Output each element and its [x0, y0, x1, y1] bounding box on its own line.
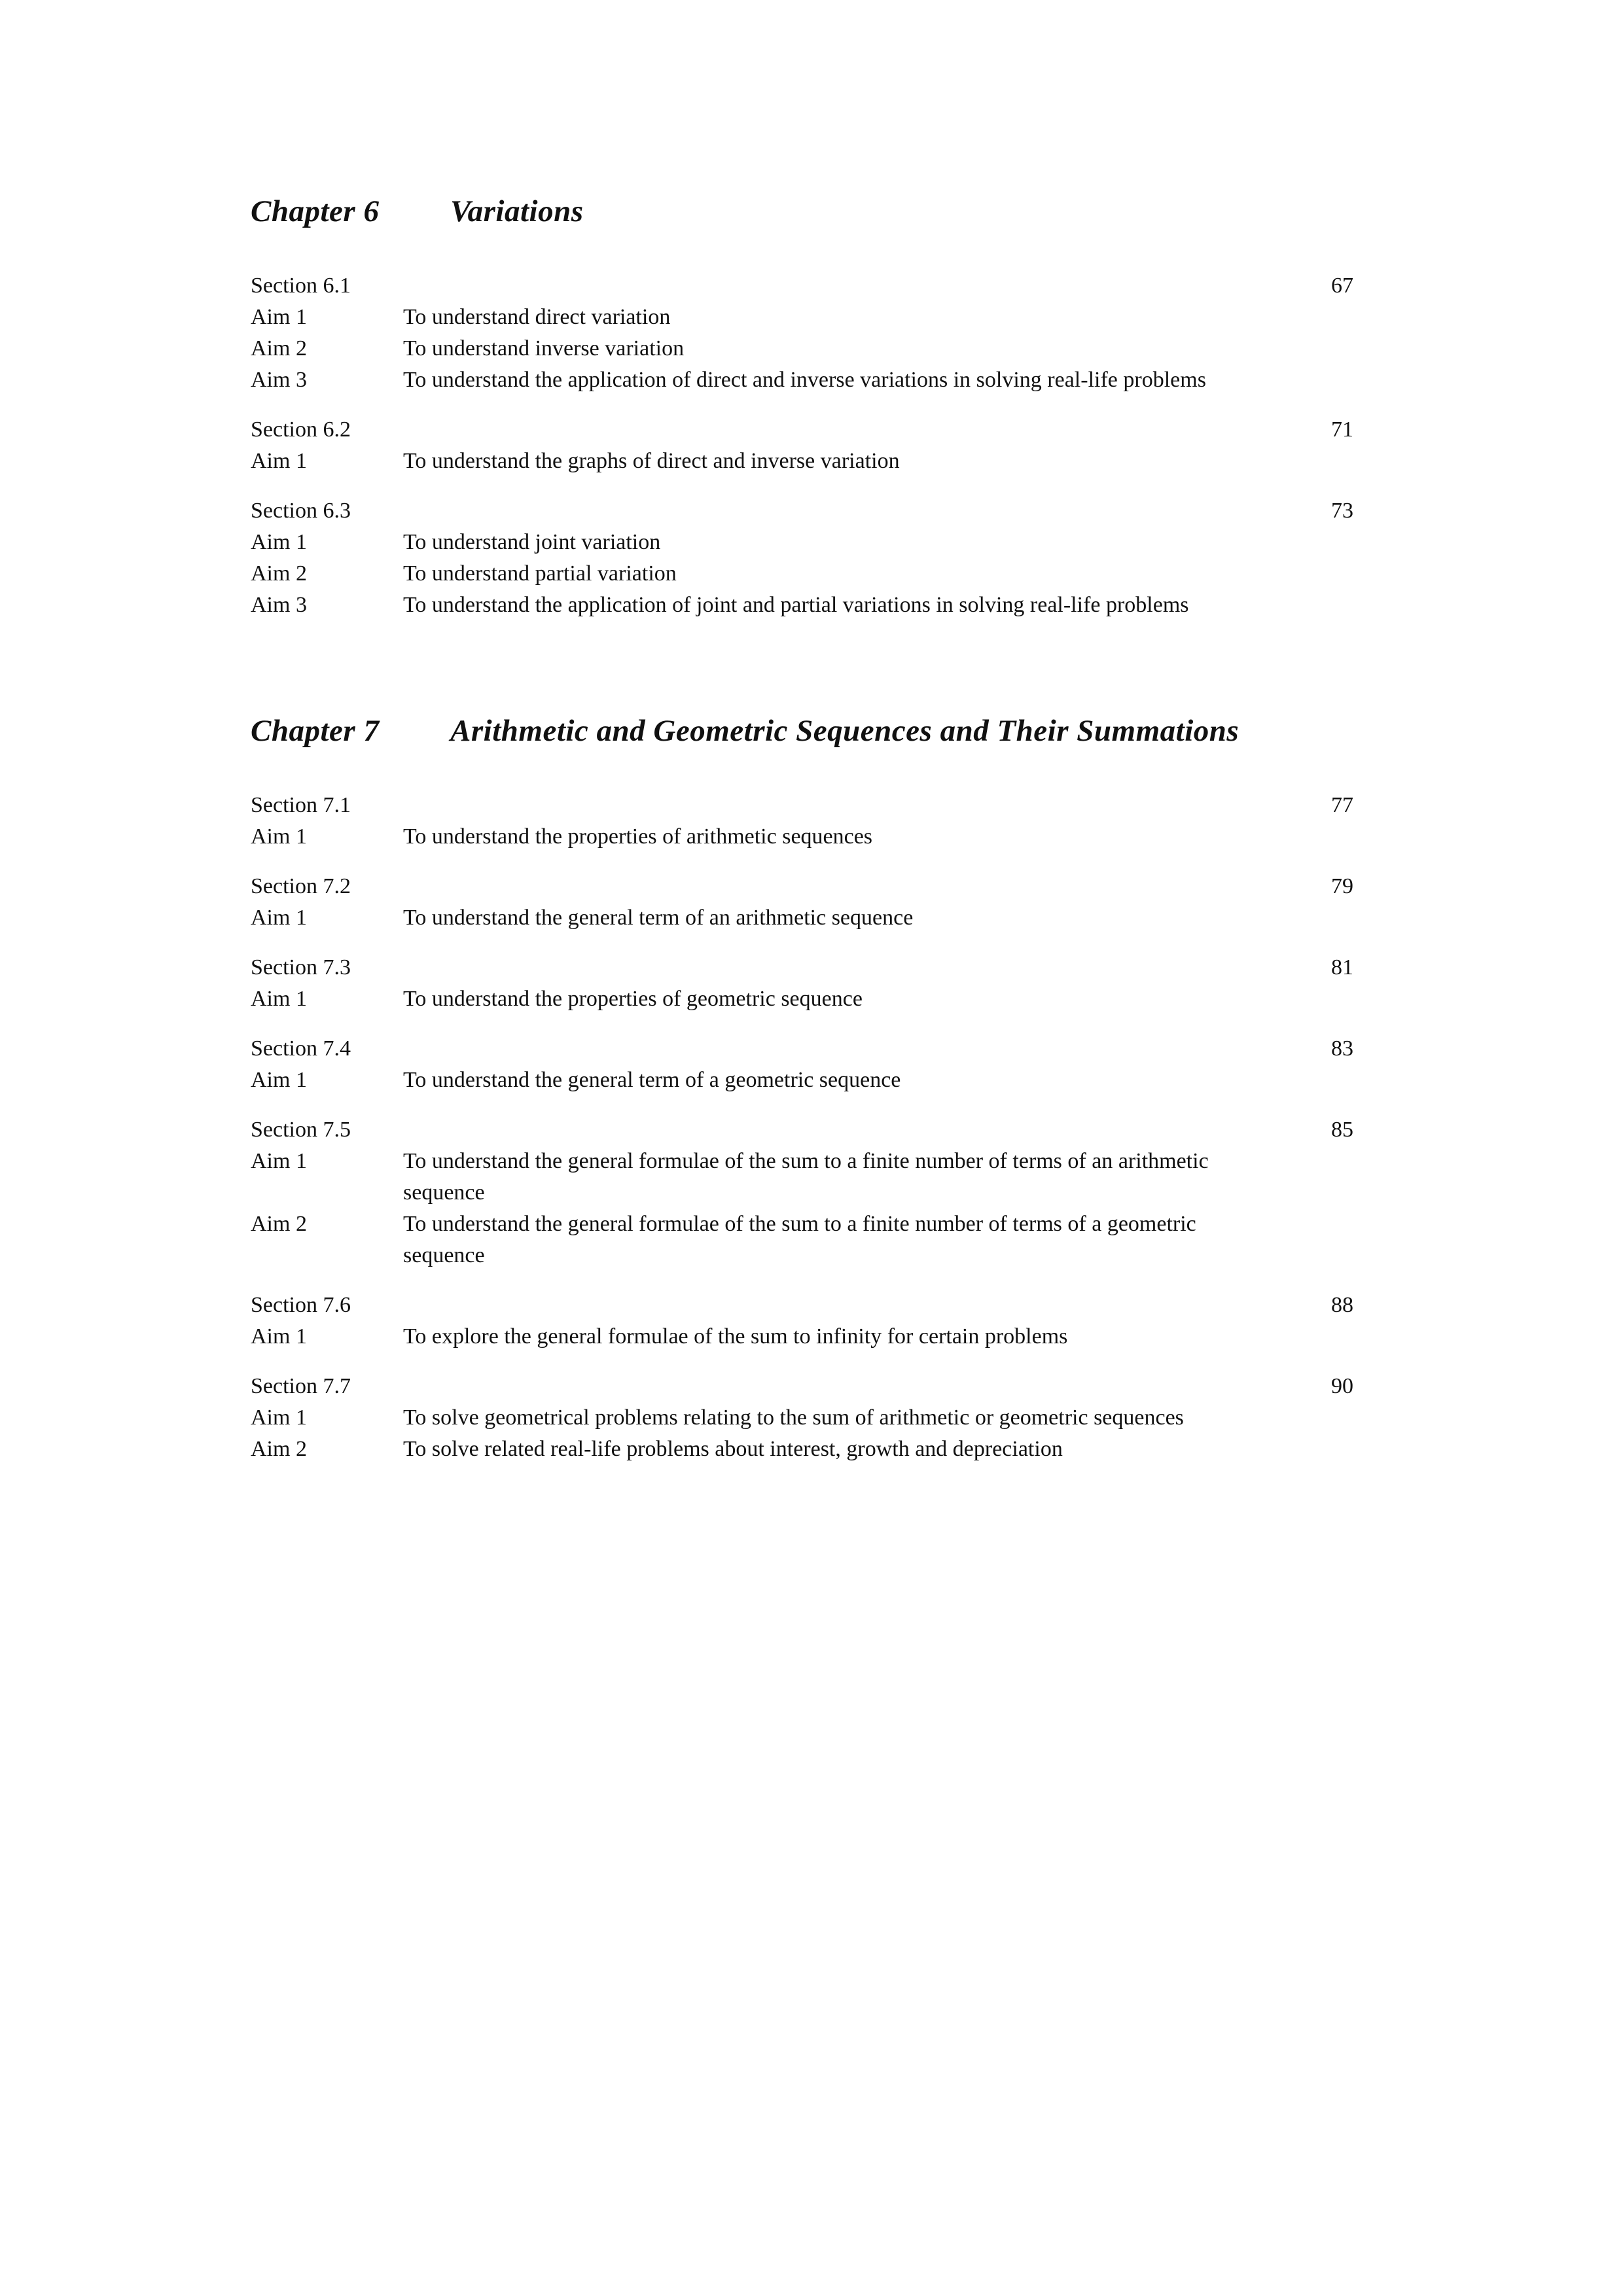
aim-text: To understand direct variation	[403, 305, 671, 329]
toc-section	[251, 952, 1353, 1015]
toc-section	[251, 1033, 1353, 1096]
section-label: Section 7.1	[251, 793, 351, 817]
section-header	[251, 1290, 1353, 1321]
aim-label: Aim 1	[251, 449, 307, 473]
aim-text: To understand the general formulae of the sum to a finite number of terms of an arithmetic sequence	[403, 1149, 1209, 1205]
aim-text: To understand the properties of geometric sequence	[403, 987, 863, 1011]
aim-label: Aim 1	[251, 1324, 307, 1349]
aim-label: Aim 3	[251, 368, 307, 392]
chapter-block	[251, 713, 1353, 1465]
toc-section	[251, 1114, 1353, 1271]
section-label: Section 6.1	[251, 274, 351, 298]
aim-label: Aim 2	[251, 1212, 307, 1236]
toc-section	[251, 1371, 1353, 1465]
section-page-number: 90	[1331, 1374, 1353, 1398]
aims	[251, 983, 1353, 1015]
aims	[251, 902, 1353, 934]
aim-row	[251, 1321, 1353, 1352]
aim-text: To solve geometrical problems relating to the sum of arithmetic or geometric sequences	[403, 1405, 1184, 1430]
aim-text: To explore the general formulae of the sum to infinity for certain problems	[403, 1324, 1068, 1349]
chapter-title: Variations	[450, 194, 584, 228]
aim-text: To understand the properties of arithmetic sequences	[403, 824, 873, 849]
section-header	[251, 871, 1353, 902]
section-page-number: 71	[1331, 417, 1353, 442]
section-page-number: 81	[1331, 955, 1353, 980]
aim-label: Aim 3	[251, 593, 307, 617]
aim-label: Aim 2	[251, 561, 307, 586]
chapter-label: Chapter 6	[251, 194, 380, 228]
aim-text: To understand partial variation	[403, 561, 677, 586]
aims	[251, 1146, 1353, 1271]
aim-text: To understand the graphs of direct and inverse variation	[403, 449, 900, 473]
toc-section	[251, 495, 1353, 621]
aim-row	[251, 527, 1353, 558]
aim-row	[251, 983, 1353, 1015]
aim-label: Aim 1	[251, 987, 307, 1011]
toc-section	[251, 871, 1353, 934]
aims	[251, 1065, 1353, 1096]
section-label: Section 7.6	[251, 1293, 351, 1317]
aim-text: To understand joint variation	[403, 530, 661, 554]
section-page-number: 79	[1331, 874, 1353, 898]
section-label: Section 6.2	[251, 417, 351, 442]
aim-row	[251, 364, 1353, 396]
toc-content	[251, 193, 1353, 1465]
aim-text: To understand inverse variation	[403, 336, 685, 361]
section-label: Section 6.3	[251, 499, 351, 523]
aim-row	[251, 1402, 1353, 1434]
aims	[251, 446, 1353, 477]
toc-section	[251, 790, 1353, 853]
aim-label: Aim 1	[251, 305, 307, 329]
aim-row	[251, 1209, 1353, 1271]
chapter-block	[251, 193, 1353, 621]
aims	[251, 302, 1353, 396]
section-label: Section 7.2	[251, 874, 351, 898]
aims	[251, 1321, 1353, 1352]
aim-text: To understand the general term of an arithmetic sequence	[403, 906, 914, 930]
aim-row	[251, 558, 1353, 590]
aim-text: To understand the general formulae of the sum to a finite number of terms of a geometric sequence	[403, 1212, 1196, 1267]
section-label: Section 7.4	[251, 1036, 351, 1061]
aim-row	[251, 1434, 1353, 1465]
aim-label: Aim 1	[251, 1405, 307, 1430]
aim-row	[251, 1065, 1353, 1096]
section-header	[251, 270, 1353, 302]
section-page-number: 77	[1331, 793, 1353, 817]
aim-label: Aim 1	[251, 530, 307, 554]
section-page-number: 73	[1331, 499, 1353, 523]
toc-section	[251, 414, 1353, 477]
section-header	[251, 1033, 1353, 1065]
aim-text: To understand the application of joint and partial variations in solving real-life problems	[403, 593, 1189, 617]
aim-text: To solve related real-life problems about interest, growth and depreciation	[403, 1437, 1063, 1461]
section-header	[251, 1371, 1353, 1402]
chapter-heading	[251, 193, 1353, 230]
aims	[251, 821, 1353, 853]
aims	[251, 527, 1353, 621]
aim-label: Aim 2	[251, 336, 307, 361]
aims	[251, 1402, 1353, 1465]
aim-row	[251, 1146, 1353, 1209]
section-label: Section 7.7	[251, 1374, 351, 1398]
aim-text: To understand the application of direct and inverse variations in solving real-life problems	[403, 368, 1206, 392]
section-header	[251, 414, 1353, 446]
toc-section	[251, 1290, 1353, 1352]
aim-label: Aim 2	[251, 1437, 307, 1461]
chapter-title: Arithmetic and Geometric Sequences and Their Summations	[450, 714, 1240, 748]
section-header	[251, 952, 1353, 983]
chapter-heading	[251, 713, 1353, 749]
aim-text: To understand the general term of a geometric sequence	[403, 1068, 901, 1092]
section-header	[251, 495, 1353, 527]
section-page-number: 85	[1331, 1118, 1353, 1142]
toc-section	[251, 270, 1353, 396]
aim-row	[251, 821, 1353, 853]
section-page-number: 67	[1331, 274, 1353, 298]
aim-label: Aim 1	[251, 1149, 307, 1173]
section-page-number: 88	[1331, 1293, 1353, 1317]
aim-row	[251, 333, 1353, 364]
section-page-number: 83	[1331, 1036, 1353, 1061]
chapter-label: Chapter 7	[251, 714, 380, 748]
section-label: Section 7.5	[251, 1118, 351, 1142]
section-label: Section 7.3	[251, 955, 351, 980]
section-header	[251, 1114, 1353, 1146]
aim-row	[251, 446, 1353, 477]
aim-row	[251, 302, 1353, 333]
aim-row	[251, 902, 1353, 934]
aim-label: Aim 1	[251, 824, 307, 849]
aim-row	[251, 590, 1353, 621]
section-header	[251, 790, 1353, 821]
aim-label: Aim 1	[251, 906, 307, 930]
aim-label: Aim 1	[251, 1068, 307, 1092]
